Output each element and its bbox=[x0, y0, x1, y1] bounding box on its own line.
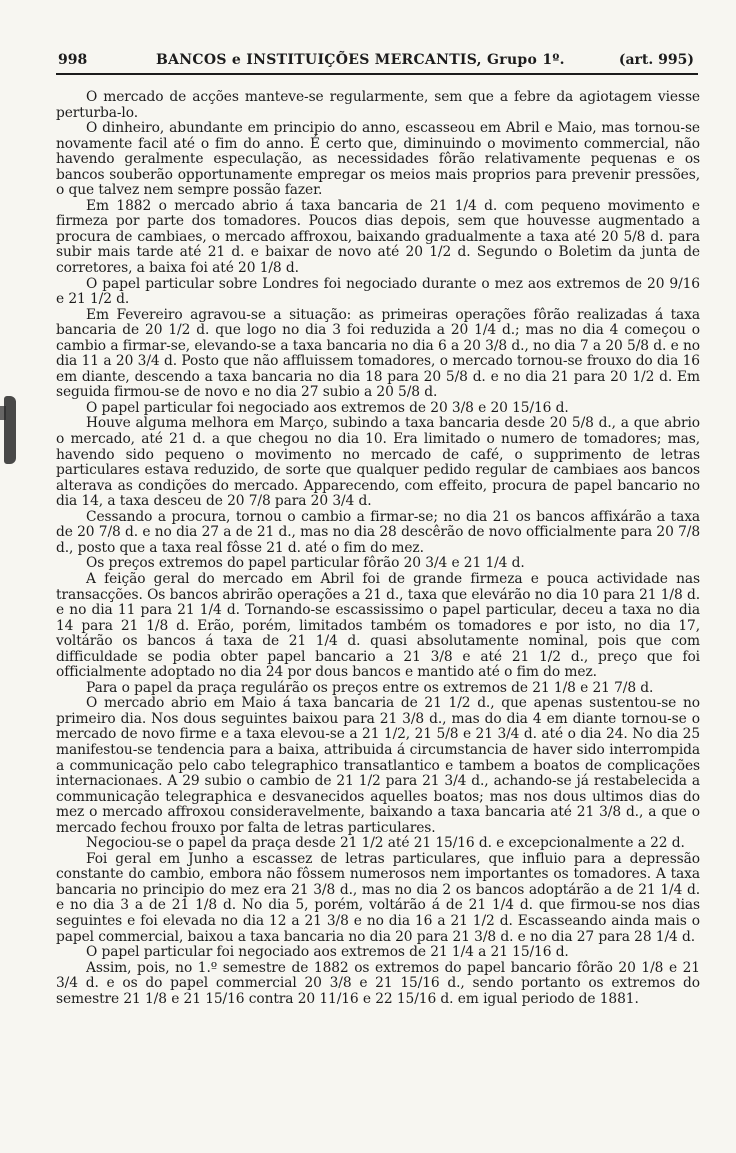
paragraph: Os preços extremos do papel particular fôrão 20 3/4 e 21 1/4 d. bbox=[86, 555, 525, 572]
margin-ink-mark-small bbox=[0, 406, 6, 420]
paragraph: O papel particular foi negociado aos extremos de 21 1/4 a 21 15/16 d. bbox=[86, 944, 569, 961]
article-reference: (art. 995) bbox=[618, 52, 694, 68]
header-rule bbox=[56, 73, 698, 75]
page-number: 998 bbox=[58, 52, 88, 68]
paragraph: O mercado de acções manteve-se regularmente, sem que a febre da agiotagem viesse perturba-lo. bbox=[56, 89, 700, 121]
paragraph: O mercado abrio em Maio á taxa bancaria de 21 1/2 d., que apenas sustentou-se no primeiro dia. Nos dous seguintes baixou para 21 3/8 d., mas do dia 4 em diante tornou-se o mercado de novo firme e a taxa elevou-se a 21 1/2, 21 5/8 e 21 3/4 d. até o dia 24. No dia 25 manifestou-se tendencia para a baixa, attribuida á circumstancia de haver sido interrompida a communicação pelo cabo telegraphico transatlantico e tambem a boatos de complicações internacionaes. A 29 subio o cambio de 21 1/2 para 21 3/4 d., achando-se já restabelecida a communicação telegraphica e desvanecidos aquelles boatos; mas nos dous ultimos dias do mez o mercado affroxou consideravelmente, baixando a taxa bancaria até 21 3/8 d., a que o mercado fechou frouxo por falta de letras particulares. bbox=[56, 695, 700, 836]
running-header bbox=[58, 50, 698, 72]
paragraph: O papel particular foi negociado aos extremos de 20 3/8 e 20 15/16 d. bbox=[86, 399, 569, 416]
paragraph: Em Fevereiro agravou-se a situação: as primeiras operações fôrão realizadas á taxa bancaria de 20 1/2 d. que logo no dia 3 foi reduzida a 20 1/4 d.; mas no dia 4 começou o cambio a firmar-se, elevando-se a taxa bancaria no dia 6 a 20 3/8 d., no dia 7 a 20 5/8 d. e no dia 11 a 20 3/4 d. Posto que não affluissem tomadores, o mercado tornou-se frouxo do dia 16 em diante, descendo a taxa bancaria no dia 18 para 20 5/8 d. e no dia 21 para 20 1/2 d. Em seguida firmou-se de novo e no dia 27 subio a 20 5/8 d. bbox=[56, 306, 700, 401]
paragraph: Foi geral em Junho a escassez de letras particulares, que influio para a depressão constante do cambio, embora não fôssem numerosos nem importantes os tomadores. A taxa bancaria no principio do mez era 21 3/8 d., mas no dia 2 os bancos adoptárão a de 21 1/4 d. e no dia 3 a de 21 1/8 d. No dia 5, porém, voltárão á de 21 1/4 d. que firmou-se nos dias seguintes e foi elevada no dia 12 a 21 3/8 e no dia 16 a 21 1/2 d. Escasseando ainda mais o papel commercial, baixou a taxa bancaria no dia 20 para 21 3/8 d. e no dia 27 para 28 1/4 d. bbox=[56, 850, 700, 945]
paragraph: Para o papel da praça regulárão os preços entre os extremos de 21 1/8 e 21 7/8 d. bbox=[86, 679, 654, 696]
paragraph: Assim, pois, no 1.º semestre de 1882 os extremos do papel bancario fôrão 20 1/8 e 21 3/4 d. e os do papel commercial 20 3/8 e 21 15/16 d., sendo portanto os extremos do semestre 21 1/8 e 21 15/16 contra 20 11/16 e 22 15/16 d. em igual periodo de 1881. bbox=[56, 959, 700, 1007]
paragraph: A feição geral do mercado em Abril foi de grande firmeza e pouca actividade nas transacções. Os bancos abrirão operações a 21 d., taxa que elevárão no dia 10 para 21 1/8 d. e no dia 11 para 21 1/4 d. Tornando-se escassissimo o papel particular, deceu a taxa no dia 14 para 21 1/8 d. Erão, porém, limitados também os tomadores e por isto, no dia 17, voltárão os bancos á taxa de 21 1/4 d. quasi absolutamente nominal, pois que com difficuldade se podia obter papel bancario a 21 3/8 e até 21 1/2 d., preço que foi officialmente adoptado no dia 24 por dous bancos e mantido até o fim do mez. bbox=[56, 570, 700, 681]
paragraph: Em 1882 o mercado abrio á taxa bancaria de 21 1/4 d. com pequeno movimento e firmeza por parte dos tomadores. Poucos dias depois, sem que houvesse augmentado a procura de cambiaes, o mercado affroxou, baixando gradualmente a taxa até 20 5/8 d. para subir mais tarde até 21 d. e baixar de novo até 20 1/2 d. Segundo o Boletim da junta de corretores, a baixa foi até 20 1/8 d. bbox=[56, 197, 700, 277]
body-text bbox=[56, 90, 700, 1007]
paragraph: Cessando a procura, tornou o cambio a firmar-se; no dia 21 os bancos affixárão a taxa de 20 7/8 d. e no dia 27 a de 21 d., mas no dia 28 descêrão de novo officialmente para 20 7/8 d., posto que a taxa real fôsse 21 d. até o fim do mez. bbox=[56, 508, 700, 556]
paragraph: O dinheiro, abundante em principio do anno, escasseou em Abril e Maio, mas tornou-se novamente facil até o fim do anno. É certo que, diminuindo o movimento commercial, não havendo geralmente especulação, as necessidades fôrão relativamente pequenas e os bancos souberão opportunamente empregar os meios mais proprios para prevenir pressões, o que talvez nem sempre possão fazer. bbox=[56, 120, 700, 199]
paragraph: Houve alguma melhora em Março, subindo a taxa bancaria desde 20 5/8 d., a que abrio o mercado, até 21 d. a que chegou no dia 10. Era limitado o numero de tomadores; mas, havendo sido pequeno o movimento no mercado de café, o supprimento de letras particulares estava reduzido, de sorte que qualquer pedido regular de cambiaes aos bancos alterava as condições do mercado. Apparecendo, com effeito, procura de papel bancario no dia 14, a taxa desceu de 20 7/8 para 20 3/4 d. bbox=[56, 415, 700, 510]
running-title: BANCOS e INSTITUIÇÕES MERCANTIS, Grupo 1º. bbox=[156, 52, 565, 68]
paragraph: O papel particular sobre Londres foi negociado durante o mez aos extremos de 20 9/16 e 21 1/2 d. bbox=[56, 275, 700, 308]
paragraph: Negociou-se o papel da praça desde 21 1/2 até 21 15/16 d. e excepcionalmente a 22 d. bbox=[86, 835, 685, 852]
